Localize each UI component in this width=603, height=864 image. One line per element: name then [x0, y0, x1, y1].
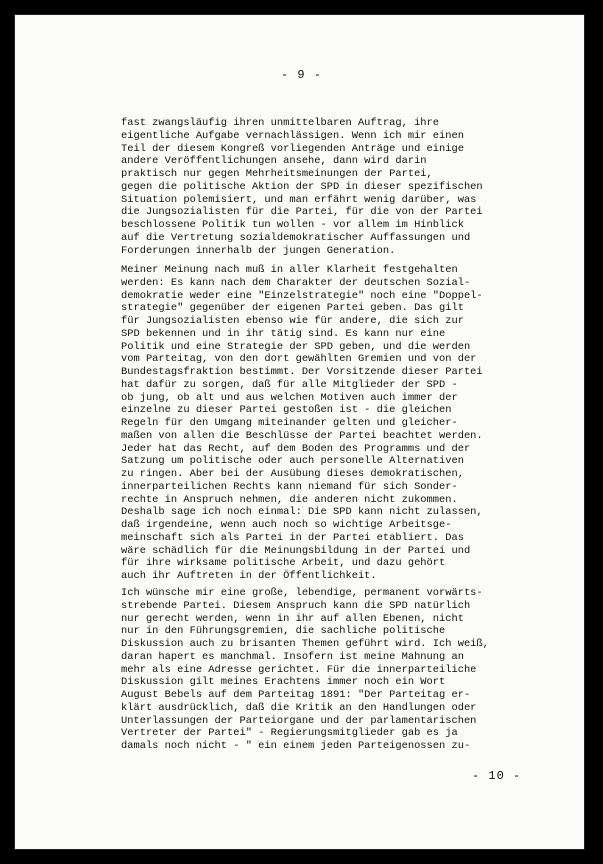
text-line: nur gerecht werden, wenn in ihr auf allen Ebenen, nicht — [121, 612, 464, 625]
text-line: Situation polemisiert, und man erfährt wenig darüber, was — [121, 193, 477, 206]
text-line: Unterlassungen der Parteiorgane und der parlamentarischen — [121, 714, 477, 727]
text-line: strebende Partei. Diesem Anspruch kann die SPD natürlich — [121, 599, 471, 612]
text-line: für ihre wirksame politische Arbeit, und dazu gehört — [121, 557, 446, 570]
text-line: demokratie weder eine "Einzelstrategie" noch eine "Doppel- — [121, 289, 483, 302]
text-line: mehr als eine Adresse gerichtet. Für die innerparteiliche — [121, 663, 477, 676]
text-line: Bundestagsfraktion bestimmt. Der Vorsitzende dieser Partei — [121, 366, 483, 378]
page-number-top: - 9 - — [280, 68, 322, 82]
text-line: Satzung um politische oder auch personelle Alternativen — [121, 455, 464, 468]
text-line: Jeder hat das Recht, auf dem Boden des Programms und der — [121, 442, 471, 455]
paragraph-2 — [121, 264, 536, 583]
text-line: innerparteilichen Rechts kann niemand für sich Sonder- — [121, 480, 458, 493]
text-line: Regeln für den Umgang miteinander gelten und gleicher- — [121, 417, 458, 429]
paragraph-1 — [121, 117, 536, 257]
text-line: nur in den Führungsgremien, die sachliche politische — [121, 625, 446, 638]
page-number-bottom: - 10 - — [472, 769, 522, 783]
text-line: einzelne zu dieser Partei gestoßen ist - die gleichen — [121, 404, 452, 417]
text-line: hat dafür zu sorgen, daß für alle Mitglieder der SPD - — [121, 378, 458, 391]
text-line: maßen von allen die Beschlüsse der Partei beachtet werden. — [121, 429, 483, 442]
text-line: Ich wünsche mir eine große, lebendige, permanent vorwärts- — [121, 587, 483, 599]
text-line: zu ringen. Aber bei der Ausübung dieses demokratischen, — [121, 468, 464, 480]
text-line: beschlossene Politik tun wollen - vor allem im Hinblick — [121, 219, 464, 231]
text-line: ob jung, ob alt und aus welchen Motiven auch immer der — [121, 391, 458, 404]
text-line: wäre schädlich für die Meinungsbildung in der Partei und — [121, 544, 471, 557]
text-line: Forderungen innerhalb der jungen Generation. — [121, 244, 396, 257]
paragraph-3 — [121, 587, 536, 753]
text-line: Deshalb sage ich noch einmal: Die SPD kann nicht zulassen, — [121, 506, 483, 519]
text-line: rechte in Anspruch nehmen, die anderen nicht zukommen. — [121, 493, 458, 506]
text-line: strategie" gegenüber der eigenen Partei geben. Das gilt — [121, 302, 464, 315]
text-line: auf die Vertretung sozialdemokratischer Auffassungen und — [121, 231, 471, 244]
text-line: Politik und eine Strategie der SPD geben, und die werden — [121, 340, 471, 353]
text-line: für Jungsozialisten ebenso wie für andere, die sich zur — [121, 315, 464, 327]
text-line: andere Veröffentlichungen ansehe, dann wird darin — [121, 155, 427, 168]
text-line: August Bebels auf dem Parteitag 1891: "Der Parteitag er- — [121, 689, 471, 701]
text-line: werden: Es kann nach dem Charakter der deutschen Sozial- — [121, 276, 471, 289]
text-line: praktisch nur gegen Mehrheitsmeinungen der Partei, — [121, 168, 433, 180]
text-line: auch ihr Auftreten in der Öffentlichkeit. — [121, 570, 377, 582]
text-line: klärt ausdrücklich, daß die Kritik an den Handlungen oder — [121, 701, 477, 714]
text-line: Teil der diesem Kongreß vorliegenden Anträge und einige — [121, 142, 464, 155]
text-line: Diskussion auch zu brisanten Themen geführt wird. Ich weiß, — [121, 638, 489, 650]
text-line: daran hapert es manchmal. Insofern ist meine Mahnung an — [121, 650, 464, 663]
text-line: fast zwangsläufig ihren unmittelbaren Auftrag, ihre — [121, 117, 440, 129]
text-line: die Jungsozialisten für die Partei, für die von der Partei — [121, 206, 483, 219]
text-line: vom Parteitag, von den dort gewählten Gremien und von der — [121, 353, 477, 366]
text-line: Vertreter der Partei" - Regierungsmitglieder gab es ja — [121, 727, 458, 740]
text-line: Diskussion gilt meines Erachtens immer noch ein Wort — [121, 676, 446, 689]
text-line: Meiner Meinung nach muß in aller Klarheit festgehalten — [121, 264, 458, 276]
text-line: meinschaft sich als Partei in der Partei etabliert. Das — [121, 531, 464, 544]
text-line: damals noch nicht - " ein einem jeden Parteigenossen zu- — [121, 740, 471, 752]
text-line: eigentliche Aufgabe vernachlässigen. Wenn ich mir einen — [121, 129, 464, 142]
text-line: gegen die politische Aktion der SPD in dieser spezifischen — [121, 180, 483, 193]
text-line: SPD bekennen und in ihr tätig sind. Es kann nur eine — [121, 327, 446, 340]
text-line: daß irgendeine, wenn auch noch so wichtige Arbeitsge- — [121, 519, 452, 531]
